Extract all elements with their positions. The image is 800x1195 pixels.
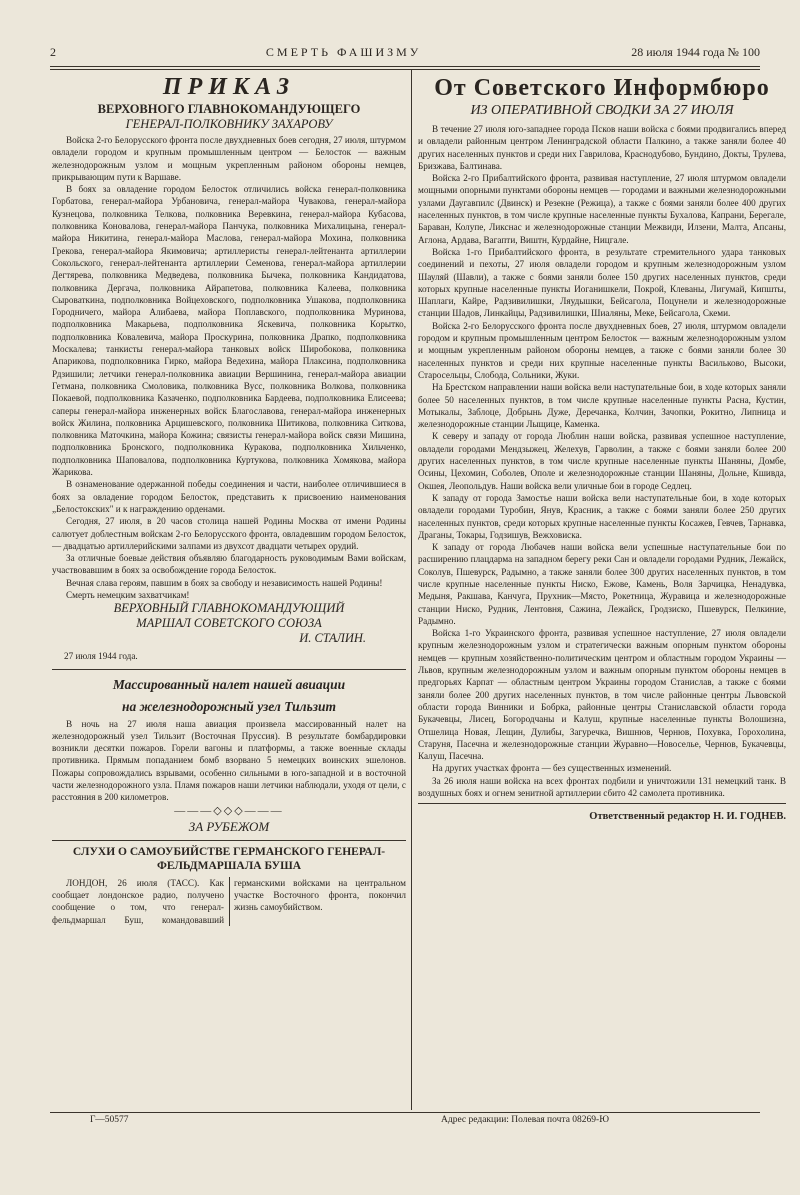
sovinform-subtitle: ИЗ ОПЕРАТИВНОЙ СВОДКИ ЗА 27 ИЮЛЯ xyxy=(470,103,734,118)
order-paragraph: Вечная слава героям, павшим в боях за свободу и независимость нашей Родины! xyxy=(66,577,383,588)
newspaper-name: СМЕРТЬ ФАШИЗМУ xyxy=(265,44,422,59)
raid-title-line1: Массированный налет нашей авиации xyxy=(112,676,346,692)
signature-rank: МАРШАЛ СОВЕТСКОГО СОЮЗА xyxy=(136,616,322,631)
sovinform-paragraph: За 26 июля наши войска на всех фронтах подбили и уничтожили 131 немецкий танк. В воздушных боях и огнем зенитной артиллерии сбито 42 самолета противника. xyxy=(418,775,786,799)
order-paragraph: В боях за овладение городом Белосток отличились войска генерал-полковника Горбатова, генерал-майора Урбановича, генерал-майора Чуваковa, генерал-майора Кузнецова, полковника Телкова, полковника Веревкина, генерал-майора Кубасова, полковника Коновалова, генерал-майора Панчука, полковника Михалицына, генерал-майора Никитина, генерал-майора Маслова, генерал-майора Мохина, полковника Грекова, генерал-майора Якимовича; артиллеристы генерал-лейтенанта артиллерии Сокольского, генерал-лейтенанта артиллерии Семенова, генерал-майора артиллерии Дегтярева, полковника Медведева, полковника Бычека, полковника Кандидатова, полковника Дергача, полковника Айрапетова, полковника Калеева, полковника Сыроваткина, подполковника Войцеховского, подполковника Ушакова, подполковника Городничего, майора Алибаева, майора Поплавского, подполковника Муриновa, подполковника Макарьева, подполковника Яскевича, полковника Корытко, подполковника Ковалевича, майора Проскурина, полковника Драпко, подполковника Москалева; танкисты генерал-майора танковых войск Широбокова, полковника Апарикова, подполковника Гирко, майора Ведехина, майора Плаксина, подполковника Рдзишили; летчики генерал-полковника авиации Вершинина, генерал-майора авиации Гетмана, полковника Смоловика, полковника Вусс, полковника Волкова, полковника Покаевой, подполковника Казаченко, подполковника Бардеева, подполковника Елисеева; саперы генерал-майора инженерных войск Благославова, генерал-майора инженерных войск Жилина, полковника Арцишевского, полковника Шитикова, полковника Ситкова, полковника Маточкина, майора Кожина; связисты генерал-майора войск связи Мишина, подполковника Бронского, подполковника Куракова, подполковника Хильченко, подполковника Шаповалова, подполковника Куртукова, полковника Хомякова, майора Жарикова. xyxy=(52,184,406,478)
order-addressee: ГЕНЕРАЛ-ПОЛКОВНИКУ ЗАХАРОВУ xyxy=(125,117,333,131)
sovinform-paragraph: К северу и западу от города Люблин наши войска, развивая успешное наступление, овладели городами Мендзыжец, Желехув, Гарволин, а также с боями заняли более 200 других населенных пунктов, в том числе крупные населенные пункты Шаняны, Домбе, Осины, Цехомин, Соболев, Ополе и железнодорожные станции Шаняны, Дольне, Кшивда, Окшея, Леопольдув. Наши войска вели уличные бои в городе Седлец. xyxy=(418,431,786,491)
order-paragraph: Смерть немецким захватчикам! xyxy=(66,589,190,600)
raid-title-line2: на железнодорожный узел Тильзит xyxy=(121,698,337,714)
sovinform-paragraph: Войска 2-го Белорусского фронта после двухдневных боев, 27 июля, штурмом овладели городом и крупным промышленным центром Белосток — важным железнодорожным узлом и мощным укрепленным районом обороны немцев, а также с боями заняли более 30 населенных пунктов и среди них крупные населенные пункты Васильково, Высоки, Старосельцы, Слобода, Сольники, Жуки. xyxy=(418,320,786,380)
sovinform-paragraph: В течение 27 июля юго-западнее города Псков наши войска с боями продвигались вперед и овладели районным центром Ленинградской области Палкино, а также заняли более 40 других населенных пунктов и среди них Гаврилова, Краснодубово, Бундино, Докты, Трулева, Бризжава, Балтинава. xyxy=(418,124,786,171)
section-rule xyxy=(52,840,406,841)
sovinform-paragraph: Войска 1-го Прибалтийского фронта, в результате стремительного удара танковых соединений и пехоты, 27 июля овладели городом и крупным железнодорожным узлом Шауляй (Шавли), а также с боями заняли более 150 других населенных пунктов, среди которых крупные населенные пункты Иоганишкели, Покрой, Клеваны, Лигумай, Кипшты, Шаплаги, Кайре, Радзивилишки, Ляудышки, Бейсагола, Поцунели и железнодорожные станции Шадов, Линкайцы, Радзивилишки, Шиаляны, Меке, Бейсагола, Скеми. xyxy=(418,246,786,319)
order-title: ПРИКАЗ xyxy=(162,74,296,100)
signature-name: И. СТАЛИН. xyxy=(299,631,366,646)
order-date: 27 июля 1944 года. xyxy=(64,651,138,662)
right-column xyxy=(418,74,786,1109)
sovinform-paragraph: Войска 1-го Украинского фронта, развивая успешное наступление, 27 июля овладели крупным железнодорожным узлом и стратегически важным опорным пунктом обороны немцев — крупным хозяйственно-политическим центром и областным городом Украины — Львов, крупным железнодорожным узлом и важным опорным пунктом обороны немцев в предгорьях Карпат — областным центром Украины городом Станислав, а также с боями заняли более 200 других населенных пунктов, в том числе районные центры Львовской области города Винники и Бобрка, районные центры Станиславской области города Букачевцы, Лисец, Богородчаны и Калуш, крупные населенные пункты Волошизна, Отшелица Новая, Лещин, Дулибы, Загуречка, Вишнюв, Чернюв, Похувка, Гороxолина, Старуня, Пасечна и железнодорожные станции Журавно—Новоселье, Чернюв, Букачевцы, Калуш, Пасечна. xyxy=(418,628,786,762)
header-rule xyxy=(50,66,760,67)
column-divider xyxy=(411,70,412,1110)
sovinform-paragraph: На Брестском направлении наши войска вели наступательные бои, в ходе которых заняли более 50 населенных пунктов, в том числе крупные населенные пункты Расна, Кустин, Мотыкалы, Заблоце, Добрынь Дуже, Деречанка, Колчин, Зачопки, Рокитно, Липница и железнодорожные станции Лыщице, Каменка. xyxy=(418,382,786,430)
footer-rule xyxy=(50,1112,760,1113)
print-code: Г—50577 xyxy=(90,1115,129,1125)
order-subtitle: ВЕРХОВНОГО ГЛАВНОКОМАНДУЮЩЕГО xyxy=(97,102,361,116)
order-paragraph: Войска 2-го Белорусского фронта после двухдневных боев сегодня, 27 июля, штурмом овладели городом и крупным промышленным центром — Белосток — важным железнодорожным узлом и мощным укрепленным районом обороны немцев, прикрывающим пути к Варшаве. xyxy=(52,135,406,182)
sovinform-title: От Советского Информбюро xyxy=(434,75,770,101)
order-paragraph: В ознаменование одержанной победы соединения и части, наиболее отличившиеся в боях за овладение городом Белосток, представить к присвоению наименования „Белостокских" и к награждению орденами. xyxy=(52,479,406,514)
rumor-article xyxy=(52,877,406,926)
editorial-address: Адрес редакции: Полевая почта 08269-Ю xyxy=(441,1115,609,1125)
raid-paragraph: В ночь на 27 июля наша авиация произвела массированный налет на железнодорожный узел Тильзит (Восточная Пруссия). В результате бомбардировки возникли десятки пожаров. Горели вагоны и платформы, а также военные склады противника. Прямым попаданием бомб взорвано 5 немецких воинских эшелонов. Пожары сопровождались взрывами, особенно сильными в юго-западной и в восточной части железнодорожного узла. Пламя пожаров наши летчики наблюдали, уходя от цели, с расстояния в 200 километров. xyxy=(52,718,406,803)
rumor-title-line2: ФЕЛЬДМАРШАЛА БУША xyxy=(156,859,302,872)
header-rule-double xyxy=(50,69,760,70)
page-number: 2 xyxy=(50,44,56,59)
sovinform-paragraph: К западу от города Замостье наши войска вели наступательные бои, в ходе которых овладели городами Туробин, Янув, Красник, а также с боями заняли более 250 других населенных пунктов, среди которых крупные населенные пункты Косажев, Гевчев, Тарнавка, Драганы, Токары, Годзишув, Вежховиска. xyxy=(418,492,786,540)
page-header xyxy=(50,40,760,64)
rumor-title-line1: СЛУХИ О САМОУБИЙСТВЕ ГЕРМАНСКОГО ГЕНЕРАЛ- xyxy=(72,845,386,858)
order-paragraph: За отличные боевые действия объявляю благодарность руководимым Вами войскам, участвовавшим в боях за освобождение города Белосток. xyxy=(52,553,406,576)
left-column xyxy=(52,74,406,1109)
editor-credit: Ответственный редактор Н. И. ГОДНЕВ. xyxy=(589,811,786,823)
sovinform-paragraph: На других участках фронта — без существенных изменений. xyxy=(432,763,672,774)
signature-title: ВЕРХОВНЫЙ ГЛАВНОКОМАНДУЮЩИЙ xyxy=(113,601,345,616)
page-footer xyxy=(50,1115,760,1129)
issue-date: 28 июля 1944 года № 100 xyxy=(631,44,760,59)
sovinform-paragraph: К западу от города Любачев наши войска вели успешные наступательные бои по расширению плацдарма на западном берегу реки Сан и овладели городами Рудник, Лежайск, Соколув, Пшевурск, Радымно, а также заняли более 300 других населенных пунктов, в том числе крупные населенные пункты Ниско, Ежове, Камень, Воля Зарчицка, Ненадувка, Медыня, Ракшава, Канчуга, Прухник—Място, Рокетница, Журавица и железнодорожные станции Ниско, Рудник, Лентовня, Сажина, Лежайск, Гродзиско, Пшевурск, Пелкиние, Радымно. xyxy=(418,542,786,626)
section-rule xyxy=(418,803,786,804)
rumor-paragraph: ЛОНДОН, 26 июля (ТАСС). Как сообщает лондонское радио, получено сообщение о том, что генерал-фельдмаршал Буш, командовавший германскими войсками на центральном участке Восточного фронта, покончил жизнь самоубийством. xyxy=(52,877,406,925)
order-paragraph: Сегодня, 27 июля, в 20 часов столица нашей Родины Москва от имени Родины салютует доблестным войскам 2-го Белорусского фронта, овладевшим городом Белосток, — двадцатью артиллерийскими залпами из двухсот двадцати четырех орудий. xyxy=(52,516,406,551)
section-rule xyxy=(52,669,406,670)
abroad-heading: ЗА РУБЕЖОМ xyxy=(188,818,270,834)
sovinform-paragraph: Войска 2-го Прибалтийского фронта, развивая наступление, 27 июля штурмом овладели мощными опорными пунктами обороны немцев — городами и важными железнодорожными узлами Даугавпилс (Двинск) и Резекне (Режица), а также с боями заняли более 400 других населенных пунктов, в том числе крупные населенные пункты Бухалова, Капрани, Берегале, Бараван, Колупе, Ликснас и железнодорожные станции Межвиди, Илзени, Малта, Апсаны, Аглона, Ардава, Вагапти, Виштн, Курдайне, Ницгале. xyxy=(418,173,786,245)
ornament-divider: ———◇◇◇——— xyxy=(174,804,284,817)
